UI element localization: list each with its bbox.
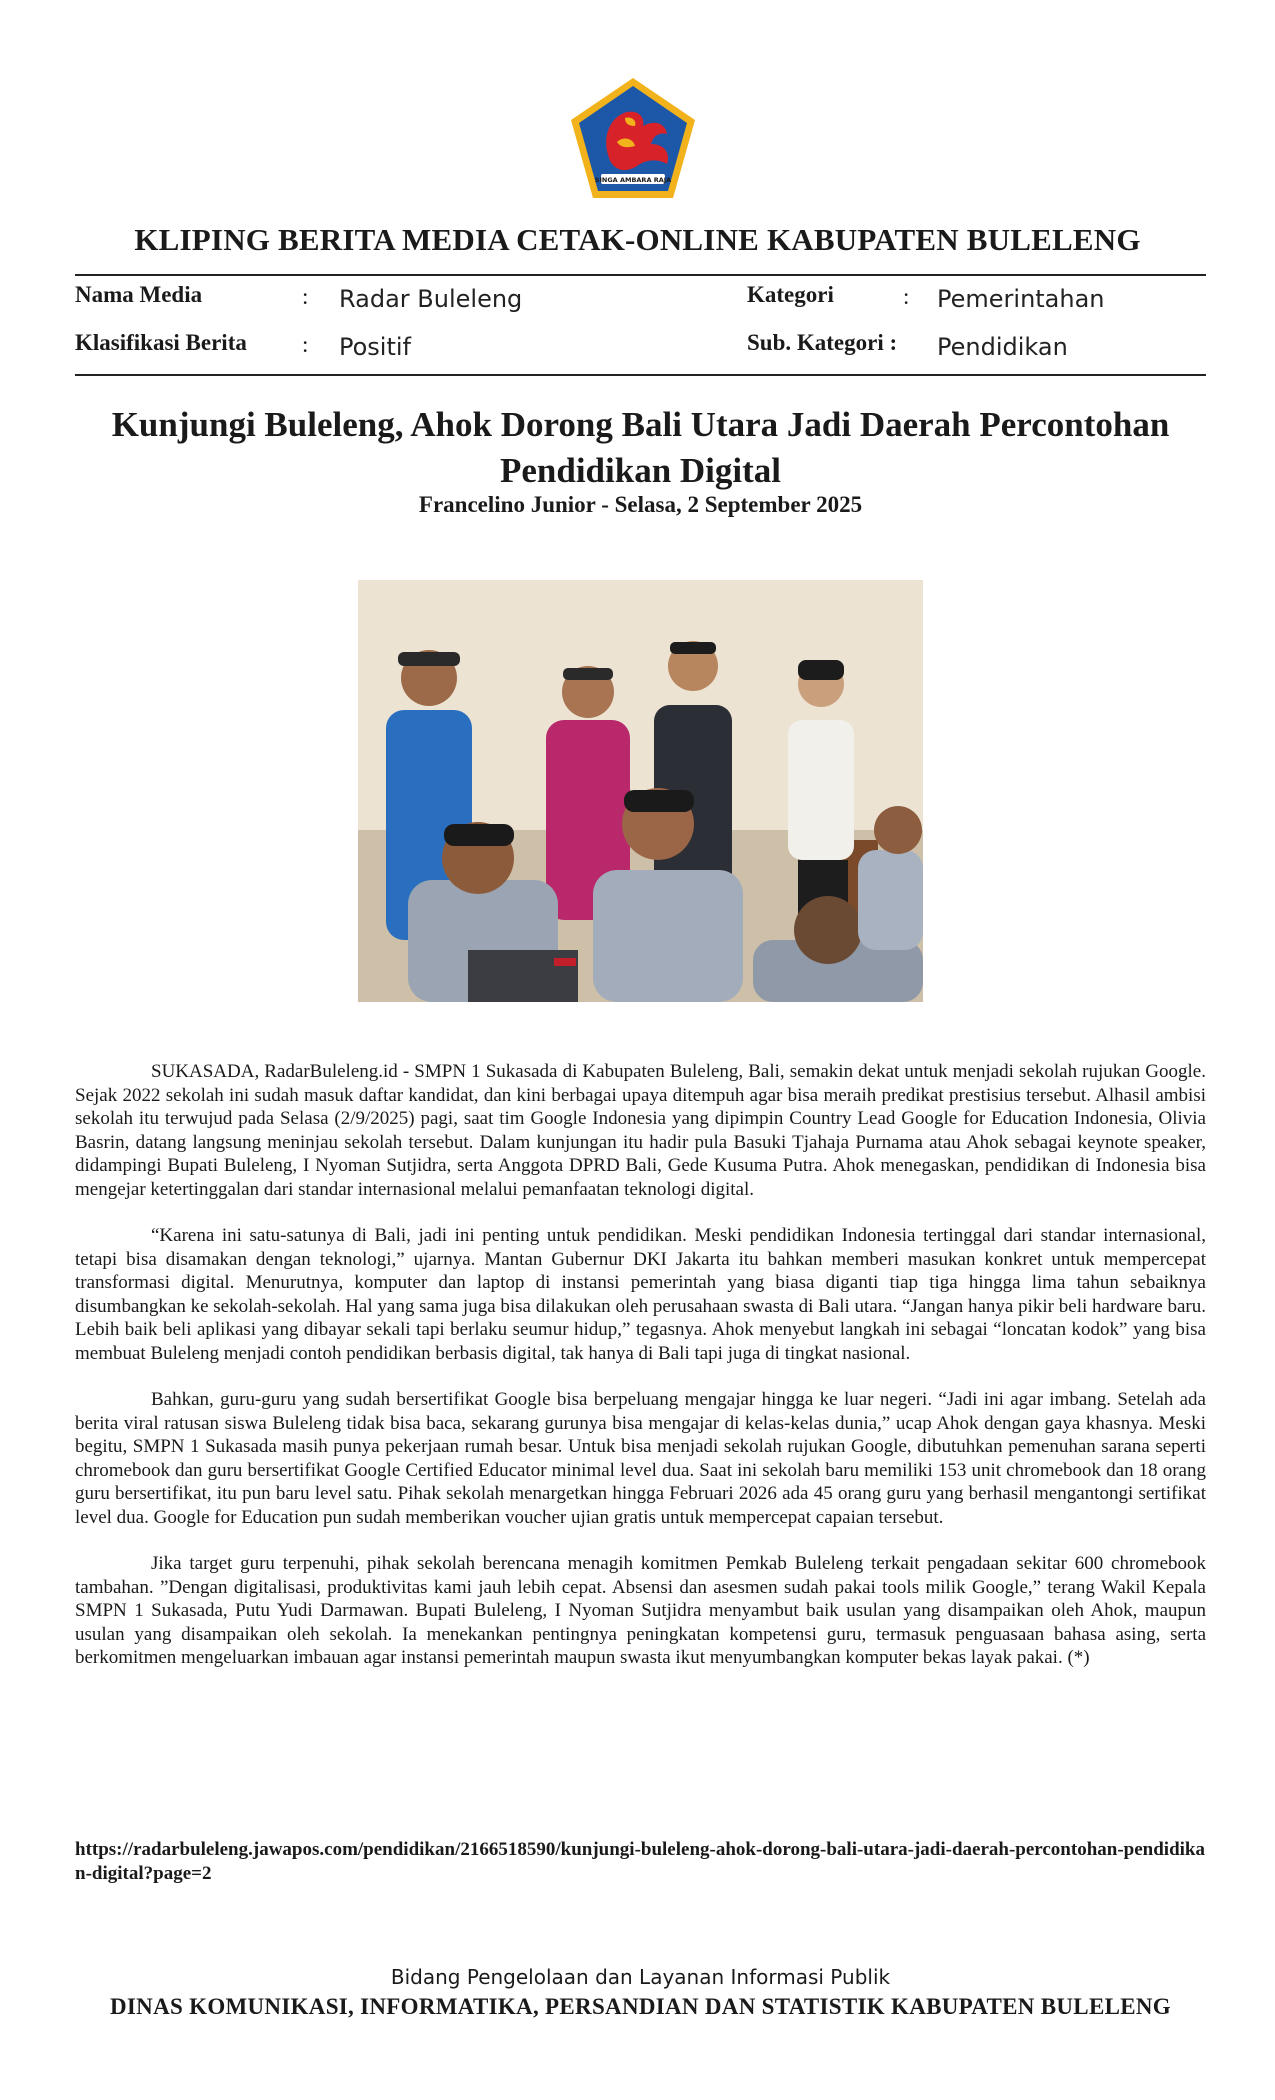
article-paragraph: SUKASADA, RadarBuleleng.id - SMPN 1 Sukasada di Kabupaten Buleleng, Bali, semakin dekat untuk menjadi sekolah rujukan Google. Sejak 2022 sekolah ini sudah masuk daftar kandidat, dan kini berbagai upaya ditempuh agar bisa meraih predikat prestisius tersebut. Alhasil ambisi sekolah itu terwujud pada Selasa (2/9/2025) pagi, saat tim Google Indonesia yang dipimpin Country Lead Google for Education Indonesia, Olivia Basrin, datang langsung meninjau sekolah tersebut. Dalam kunjungan itu hadir pula Basuki Tjahaja Purnama atau Ahok sebagai keynote speaker, didampingi Bupati Buleleng, I Nyoman Sutjidra, serta Anggota DPRD Bali, Gede Kusuma Putra. Ahok menegaskan, pendidikan di Indonesia bisa mengejar ketertinggalan dari standar internasional melalui pemanfaatan teknologi digital.: [75, 1061, 1206, 1200]
article-paragraph: Bahkan, guru-guru yang sudah bersertifikat Google bisa berpeluang mengajar hingga ke luar negeri. “Jadi ini agar imbang. Setelah ada berita viral ratusan siswa Buleleng tidak bisa baca, sekarang gurunya bisa mengajar di kelas-kelas dunia,” ucap Ahok dengan gaya khasnya. Meski begitu, SMPN 1 Sukasada masih punya pekerjaan rumah besar. Untuk bisa menjadi sekolah rujukan Google, dibutuhkan pemenuhan sarana seperti chromebook dan guru bersertifikat Google Certified Educator minimal level dua. Saat ini sekolah baru memiliki 153 unit chromebook dan 18 orang guru bersertifikat, itu pun baru level satu. Pihak sekolah menargetkan hingga Februari 2026 ada 45 orang guru yang berhasil mengantongi sertifikat level dua. Google for Education pun sudah memberikan voucher ujian gratis untuk mempercepat capaian tersebut.: [75, 1389, 1206, 1528]
article-body: [75, 1060, 1206, 1693]
article-headline: [75, 402, 1206, 494]
buleleng-regency-logo: [567, 76, 699, 200]
news-classification-colon: :: [302, 332, 309, 357]
clipping-header-title: KLIPING BERITA MEDIA CETAK-ONLINE KABUPATEN BULELENG: [134, 222, 1141, 257]
header-top-divider: [75, 274, 1206, 276]
footer-agency: DINAS KOMUNIKASI, INFORMATIKA, PERSANDIAN DAN STATISTIK KABUPATEN BULELENG: [110, 1994, 1171, 2019]
header-bottom-divider: [75, 374, 1206, 376]
media-name-value: Radar Buleleng: [339, 285, 523, 313]
category-value: Pemerintahan: [937, 285, 1105, 313]
media-name-colon: :: [302, 284, 309, 309]
source-url: https://radarbuleleng.jawapos.com/pendidikan/2166518590/kunjungi-buleleng-ahok-dorong-bali-utara-jadi-daerah-percontohan-pendidikan-digital?page=2: [75, 1839, 1205, 1884]
article-photo: [358, 580, 923, 1002]
category-colon: :: [903, 284, 910, 309]
media-name-label: Nama Media: [75, 282, 203, 307]
logo-motto: SINGA AMBARA RAJA: [594, 176, 672, 184]
category-label: Kategori: [747, 282, 834, 307]
news-classification-value: Positif: [339, 333, 411, 361]
article-paragraph: Jika target guru terpenuhi, pihak sekolah berencana menagih komitmen Pemkab Buleleng terkait pengadaan sekitar 600 chromebook tambahan. ”Dengan digitalisasi, produktivitas kami jauh lebih cepat. Absensi dan asesmen sudah pakai tools milik Google,” terang Wakil Kepala SMPN 1 Sukasada, Putu Yudi Darmawan. Bupati Buleleng, I Nyoman Sutjidra menyambut baik usulan yang disampaikan oleh Ahok, maupun usulan yang disampaikan oleh sekolah. Ia menekankan pentingnya peningkatan kompetensi guru, termasuk penguasaan bahasa asing, serta berkomitmen mengeluarkan imbauan agar instansi pemerintah maupun swasta ikut menyumbangkan komputer bekas layak pakai. (*): [75, 1553, 1206, 1668]
article-byline: Francelino Junior - Selasa, 2 September 2025: [418, 492, 863, 517]
sub-category-value: Pendidikan: [937, 333, 1068, 361]
headline-line-2: Pendidikan Digital: [499, 451, 782, 490]
footer-department: Bidang Pengelolaan dan Layanan Informasi Publik: [390, 1965, 891, 1989]
article-paragraph: “Karena ini satu-satunya di Bali, jadi ini penting untuk pendidikan. Meski pendidikan Indonesia tertinggal dari standar internasional, tetapi bisa disamakan dengan teknologi,” ujarnya. Mantan Gubernur DKI Jakarta itu bahkan memberi masukan konkret untuk mempercepat transformasi digital. Menurutnya, komputer dan laptop di instansi pemerintah yang biasa diganti tiap tiga hingga lima tahun sebaiknya disumbangkan ke sekolah-sekolah. Hal yang sama juga bisa dilakukan oleh perusahaan swasta di Bali utara. “Jangan hanya pikir beli hardware baru. Lebih baik beli aplikasi yang dibayar sekali tapi berlaku seumur hidup,” tegasnya. Ahok menyebut langkah ini sebagai “loncatan kodok” yang bisa membuat Buleleng menjadi contoh pendidikan berbasis digital, tak hanya di Bali tapi juga di tingkat nasional.: [75, 1225, 1206, 1364]
news-classification-label: Klasifikasi Berita: [75, 330, 247, 355]
headline-line-1: Kunjungi Buleleng, Ahok Dorong Bali Utara Jadi Daerah Percontohan: [111, 405, 1170, 444]
sub-category-label: Sub. Kategori :: [747, 330, 898, 355]
